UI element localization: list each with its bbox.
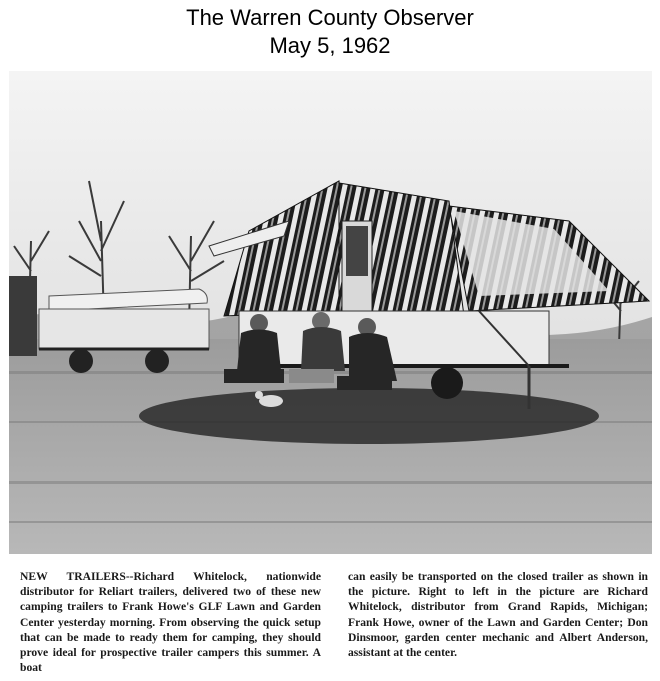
news-photo (9, 71, 652, 554)
photo-caption (20, 569, 648, 675)
caption-headline: NEW TRAILERS-- (20, 570, 134, 583)
publication-date: May 5, 1962 (269, 33, 391, 58)
caption-column-2: can easily be transported on the closed trailer as shown in the picture. Right to left in the picture are Richard Whitelock, distributor from Grand Rapids, Michigan; Frank Howe, owner of the Lawn and Garden Center; Don Dinsmoor, garden center mechanic and Albert Anderson, assistant at the center. (348, 570, 648, 660)
photo-illustration (9, 71, 652, 554)
caption-column-1 (20, 569, 321, 675)
newspaper-name: The Warren County Observer (186, 5, 474, 30)
masthead (0, 4, 660, 60)
caption-column-1-text: Richard Whitelock, nationwide distributor for Reliart trailers, delivered two of these new camping trailers to Frank Howe's GLF Lawn and Garden Center yesterday morning. From observing the quick setup that can be made to ready them for camping, they should prove ideal for prospective trailer campers this summer. A boat (20, 570, 321, 675)
